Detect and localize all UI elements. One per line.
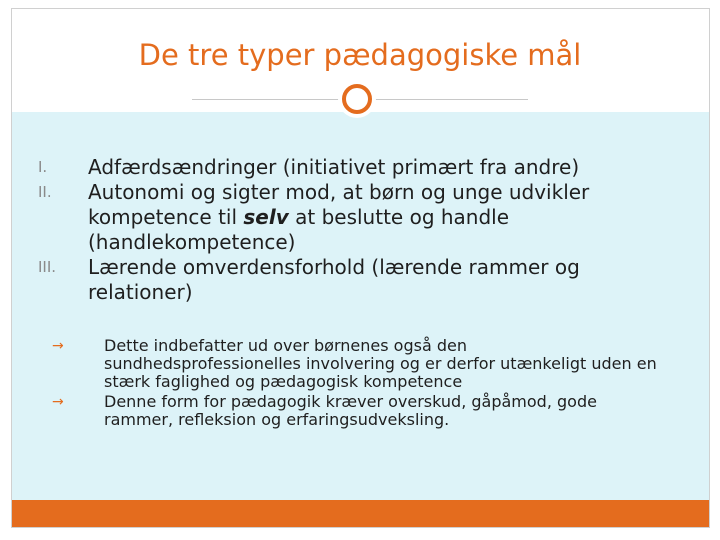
list-item-text: Lærende omverdensforhold (lærende rammer og relationer): [88, 255, 580, 304]
list-numeral: III.: [38, 258, 57, 276]
list-item: [38, 155, 678, 180]
list-numeral: I.: [38, 158, 48, 176]
list-item-text: Adfærdsændringer (initiativet primært fra andre): [88, 155, 580, 179]
emphasis-text: selv: [243, 205, 289, 229]
circle-ornament-icon: [338, 80, 376, 118]
numbered-list: [38, 155, 678, 305]
list-item-text-continued: at beslutte og handle (handlekompetence): [88, 205, 510, 254]
list-item: [38, 255, 678, 305]
sub-list-item: [52, 393, 662, 429]
list-item: [38, 180, 678, 255]
sub-item-text: Denne form for pædagogik kræver overskud, gåpåmod, gode rammer, refleksion og erfaringsudveksling.: [104, 392, 597, 429]
slide-title: De tre typer pædagogiske mål: [138, 38, 582, 72]
arrow-right-icon: →: [52, 338, 64, 354]
footer-bar: [12, 500, 709, 527]
sub-item-text: Dette indbefatter ud over børnenes også den sundhedsprofessionelles involvering og er derfor utænkeligt uden en stærk faglighed og pædagogisk kompetence: [104, 336, 657, 391]
list-item-text: Autonomi og sigter mod, at børn og unge udvikler kompetence til: [88, 180, 590, 229]
list-numeral: II.: [38, 183, 52, 201]
sub-list: [52, 337, 662, 431]
sub-list-item: [52, 337, 662, 391]
arrow-right-icon: →: [52, 394, 64, 410]
